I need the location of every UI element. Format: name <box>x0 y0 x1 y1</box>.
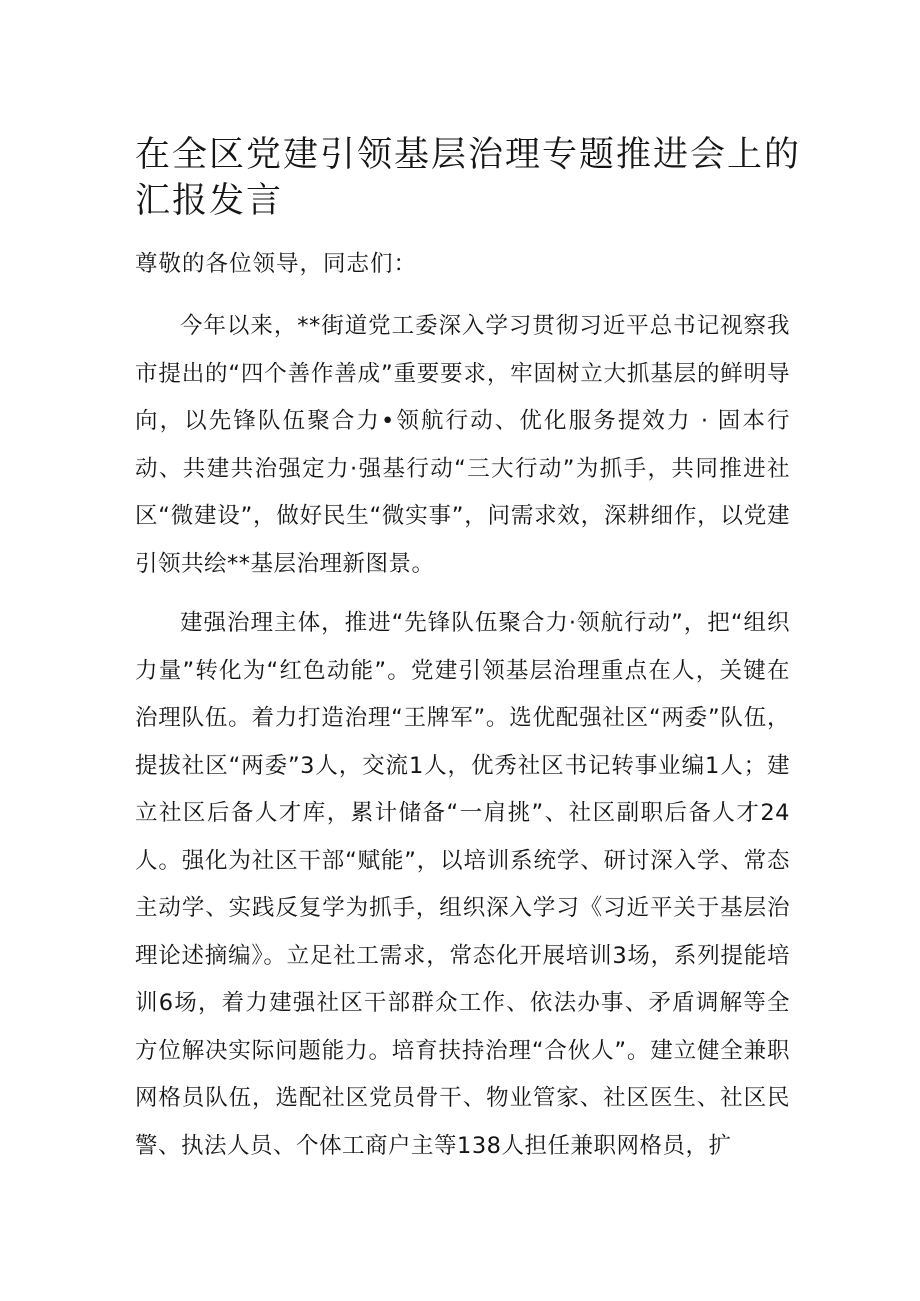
body-paragraph-2: 建强治理主体，推进“先锋队伍聚合力·领航行动”，把“组织力量”转化为“红色动能”。党建引领基层治理重点在人，关键在治理队伍。着力打造治理“王牌军”。选优配强社区“两委”队伍，提拔社区“两委”3人，交流1人，优秀社区书记转事业编1人；建立社区后备人才库，累计储备“一肩挑”、社区副职后备人才24人。强化为社区干部“赋能”，以培训系统学、研讨深入学、常态主动学、实践反复学为抓手，组织深入学习《习近平关于基层治理论述摘编》。立足社工需求，常态化开展培训3场，系列提能培训6场，着力建强社区干部群众工作、依法办事、矛盾调解等全方位解决实际问题能力。培育扶持治理“合伙人”。建立健全兼职网格员队伍，选配社区党员骨干、物业管家、社区医生、社区民警、执法人员、个体工商户主等138人担任兼职网格员，扩 <box>135 610 790 1159</box>
salutation: 尊敬的各位领导，同志们： <box>135 251 418 277</box>
document-title: 在全区党建引领基层治理专题推进会上的汇报发言 <box>135 135 802 221</box>
body-paragraph-1: 今年以来，**街道党工委深入学习贯彻习近平总书记视察我市提出的“四个善作善成”重要要求，牢固树立大抓基层的鲜明导向，以先锋队伍聚合力•领航行动、优化服务提效力 · 固本行动、共建共治强定力·强基行动“三大行动”为抓手，共同推进社区“微建设”，做好民生“微实事”，问需求效，深耕细作，以党建引领共绘**基层治理新图景。 <box>135 313 790 577</box>
